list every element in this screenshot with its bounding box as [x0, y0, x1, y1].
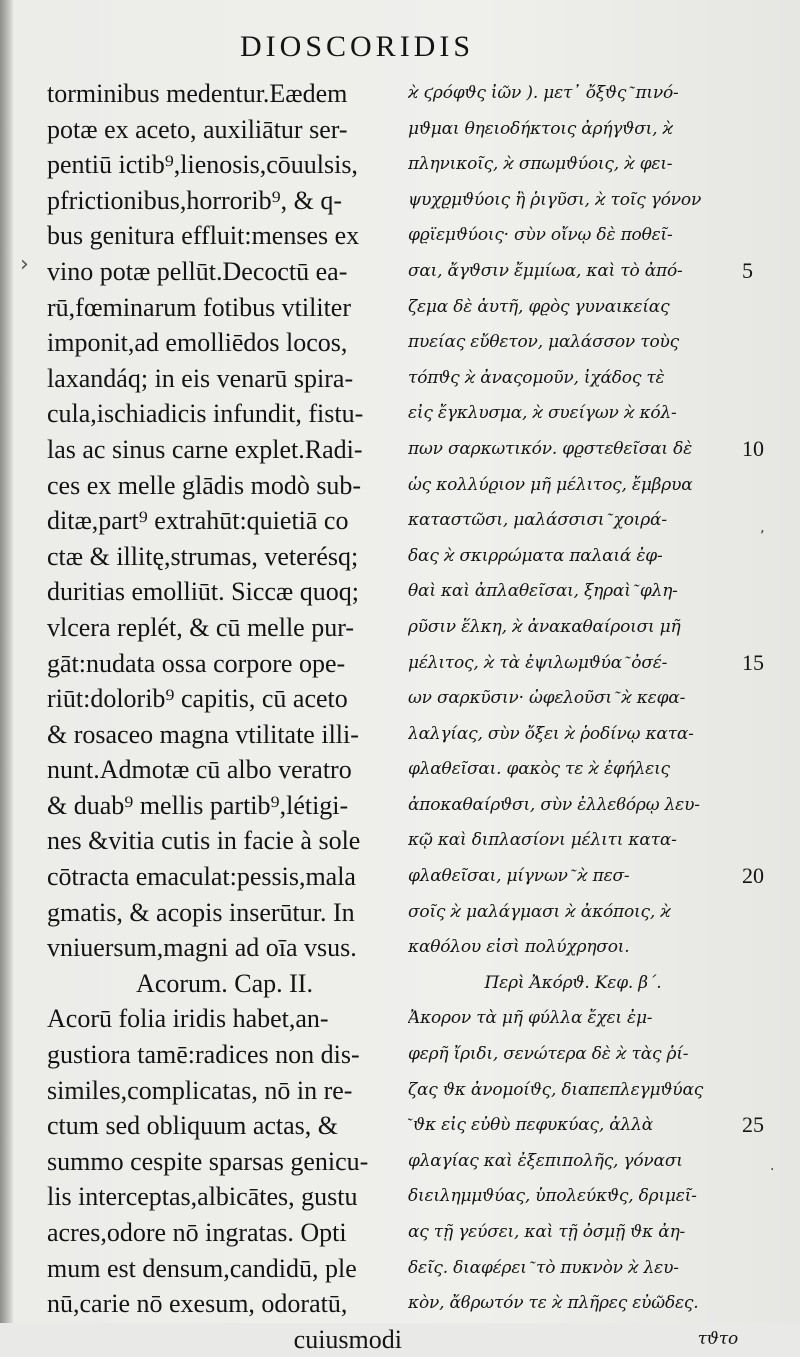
latin-line: Acorū folia iridis habet,an-	[47, 1004, 329, 1034]
greek-line: φλαθεῖσαι, μίγνων ͂ ϰ̀ πεσ-	[408, 866, 630, 887]
latin-line: duritias emolliūt. Siccæ quoq;	[47, 577, 359, 607]
greek-line: δεῖς. διαφέρει ͂ τὸ πυκνὸν ϰ̀ λευ-	[408, 1257, 679, 1278]
latin-line: gmatis, & acopis inserūtur. In	[47, 897, 355, 927]
greek-line: ζεμα δὲ ἀυτῆ, φϱὸς γυναικείας	[408, 296, 670, 317]
latin-line: nū,carie nō exesum, odoratū,	[47, 1289, 348, 1319]
latin-line: vlcera replét, & cū melle pur-	[47, 612, 354, 642]
greek-line: φλαθεῖσαι. φακὸς τε ϰ̀ ἐφήλεις	[408, 759, 670, 780]
latin-line: torminibus medentur.Eædem	[47, 79, 348, 108]
latin-line: acres,odore nō ingratas. Opti	[47, 1218, 347, 1247]
latin-line: cuiusmodi	[293, 1324, 402, 1354]
greek-line: ͂ ϑκ εἰς εὐθὺ πεφυκύας, ἀλλὰ	[408, 1115, 653, 1136]
latin-line: laxandáq; in eis venarū spira-	[47, 363, 354, 393]
greek-column	[408, 76, 738, 1357]
greek-line: λαλγίας, σὺν ὄξει ϰ̀ ῥοδίνῳ κατα-	[408, 723, 694, 744]
latin-line: ctum sed obliquum actas, &	[47, 1111, 339, 1141]
greek-line: ας τῇ γεύσει, καὶ τῇ ὀσμῇ ϑκ ἀη-	[408, 1222, 686, 1242]
greek-line: ρῦσιν ἕλκη, ϰ̀ ἀνακαθαίροισι μῆ	[408, 616, 681, 637]
greek-line: ϰ̀ ϛρόφϑς ἰῶν ). μετ᾽ ὄξϑς ͂ πινό-	[408, 83, 679, 103]
latin-line: riūt:dolorib⁹ capitis, cū aceto	[47, 684, 348, 714]
latin-line: Acorum. Cap. II.	[136, 968, 313, 998]
line-number: 25	[742, 1112, 764, 1138]
latin-column	[47, 76, 402, 1357]
greek-line: σαι, ἄγϑσιν ἔμμίωα, καὶ τὸ ἀπό-	[408, 260, 683, 281]
latin-line: nunt.Admotæ cū albo veratro	[47, 755, 352, 785]
latin-line: vniuersum,magni ad oīa vsus.	[47, 933, 357, 963]
greek-line: κὸν, ἄϐρωτόν τε ϰ̀ πλῆρες εὐῶδες.	[408, 1293, 699, 1314]
latin-line: & rosaceo magna vtilitate illi-	[47, 719, 359, 749]
line-number: 15	[742, 649, 764, 675]
latin-line: nes &vitia cutis in facie à sole	[47, 826, 361, 856]
latin-line: gustiora tamē:radices non dis-	[47, 1040, 360, 1070]
latin-line: imponit,ad emolliēdos locos,	[47, 328, 348, 358]
latin-line: bus genitura effluit:menses ex	[47, 221, 360, 251]
greek-line: μϑμαι θηειοδήκτοις ἀρήγϑσι, ϰ̀	[408, 118, 673, 139]
line-number: 10	[742, 436, 764, 461]
latin-line: ces ex melle glādis modò sub-	[47, 470, 362, 500]
latin-line: lis interceptas,albicātes, gustu	[47, 1182, 358, 1212]
greek-line: πληνικοῖς, ϰ̀ σπωμϑύοις, ϰ̀ φει-	[408, 154, 673, 175]
latin-line: pfrictionibus,horrorib⁹, & q-	[47, 185, 343, 215]
greek-line: εἰς ἔγκλυσμα, ϰ̀ συείγων ϰ̀ κόλ-	[408, 403, 677, 424]
greek-line: κῷ καὶ διπλασίονι μέλιτι κατα-	[408, 830, 677, 851]
greek-line: φερῆ ἴριδι, σενώτερα δὲ ϰ̀ τὰς ῥί-	[408, 1044, 689, 1065]
binding-shadow	[0, 0, 14, 1323]
latin-line: summo cespite sparsas genicu-	[47, 1146, 369, 1176]
latin-line: similes,complicatas, nō in re-	[47, 1075, 353, 1105]
greek-line: δας ϰ̀ σκιρρώματα παλαιά ἐφ-	[408, 545, 663, 566]
greek-line: ὡς κολλύϱιον μῆ μέλιτος, ἔμβρυα	[408, 474, 693, 495]
greek-line: καταστῶσι, μαλάσσισι ͂ χοιρά-	[408, 510, 667, 531]
greek-line: σοῖς ϰ̀ μαλάγμασι ϰ̀ ἀκόποις, ϰ̀	[408, 901, 671, 922]
running-head: DIOSCORIDIS	[240, 30, 475, 63]
latin-line: las ac sinus carne explet.Radi-	[47, 434, 363, 464]
margin-mark: ·	[770, 1162, 775, 1178]
latin-line: cula,ischiadicis infundit, fistu-	[47, 399, 364, 429]
greek-line: καθόλου εἰσὶ πολύχρησοι.	[408, 937, 630, 958]
latin-line: potæ ex aceto, auxiliātur ser-	[47, 114, 348, 144]
latin-line: pentiū ictib⁹,lienosis,cōuulsis,	[47, 150, 358, 180]
latin-line: & duab⁹ mellis partib⁹,létigi-	[47, 790, 349, 820]
greek-line: τϑτο	[697, 1328, 738, 1349]
greek-line: Περὶ Ἀκόρϑ. Κεφ. β΄.	[484, 972, 662, 993]
line-number: 5	[742, 258, 753, 283]
latin-line: cōtracta emaculat:pessis,mala	[47, 862, 356, 892]
greek-line: πυείας εὔθετον, μαλάσσον τοὺς	[408, 332, 679, 353]
latin-line: ditæ,part⁹ extrahūt:quietiā co	[47, 506, 349, 536]
greek-line: φϱϊεμϑύοις· σὺν οἴνῳ δὲ ποθεῖ-	[408, 225, 673, 246]
greek-line: διειλημμϑύας, ὑπολεύκϑς, δριμεῖ-	[408, 1186, 697, 1207]
greek-line: τόπϑς ϰ̀ ἀναςομοῦν, ἰχάδος τὲ	[408, 367, 665, 388]
greek-line: ἀποκαθαίρϑσι, σὺν ἐλλεϐόρῳ λευ-	[408, 794, 700, 815]
latin-line: vino potæ pellūt.Decoctū ea-	[47, 256, 348, 286]
greek-line: Ἀκορον τὰ μῆ φύλλα ἔχει ἐμ-	[408, 1008, 653, 1029]
margin-mark: ‚	[760, 520, 765, 536]
latin-line: mum est densum,candidū, ple	[47, 1253, 357, 1283]
greek-line: φλαγίας καὶ ἐξεπιπολῆς, γόνασι	[408, 1150, 683, 1171]
greek-line: ων σαρκῦσιν· ὠφελοῦσι ͂ ϰ̀ κεφα-	[408, 688, 686, 709]
greek-line: μέλιτος, ϰ̀ τὰ ἐψιλωμϑύα ͂ ὀσέ-	[408, 652, 668, 673]
greek-line: πων σαρκωτικόν. φϱστεθεῖσαι δὲ	[408, 438, 693, 459]
greek-line: θαὶ καὶ ἀπλαθεῖσαι, ξηραὶ ͂ φλη-	[408, 581, 678, 602]
greek-line: ζας ϑκ ἀνομοίϑς, διαπεπλεγμϑύας	[408, 1079, 704, 1100]
line-number: 20	[742, 863, 764, 889]
latin-line: rū,fœminarum fotibus vtiliter	[47, 292, 352, 322]
margin-mark: ›	[20, 252, 29, 277]
latin-line: gāt:nudata ossa corpore ope-	[47, 648, 346, 678]
latin-line: ctæ & illitę,strumas, veterésq;	[47, 541, 359, 571]
greek-line: ψυχϱμϑύοις ἢ ῥιγῦσι, ϰ̀ τοῖς γόνον	[408, 189, 702, 210]
